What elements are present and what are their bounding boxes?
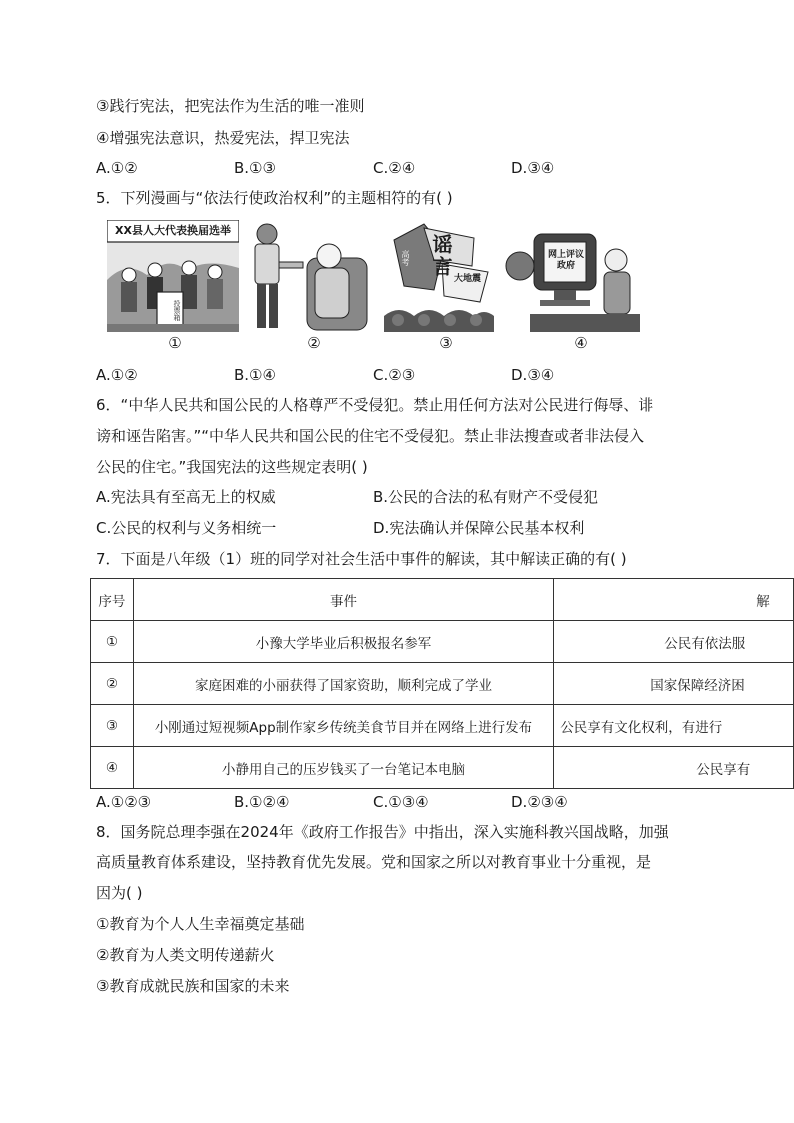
elder-care-illustration <box>245 220 372 332</box>
table-row <box>91 663 794 705</box>
cartoon-caption-1: ① <box>168 334 182 352</box>
row-event: 小静用自己的压岁钱买了一台笔记本电脑 <box>133 747 554 789</box>
cartoon-online-evaluation <box>500 220 640 332</box>
q7-option-d[interactable]: D.②③④ <box>511 793 568 811</box>
rumors-small-text-1: 高考 <box>401 250 410 266</box>
q8-statement-2: ②教育为人类文明传递薪火 <box>96 946 275 964</box>
q7-option-a[interactable]: A.①②③ <box>96 793 152 811</box>
header-event: 事件 <box>133 579 554 621</box>
q5-stem: 5．下列漫画与“依法行使政治权利”的主题相符的有( ) <box>96 189 453 207</box>
row-event: 家庭困难的小丽获得了国家资助，顺利完成了学业 <box>133 663 554 705</box>
q5-option-b[interactable]: B.①④ <box>234 366 276 384</box>
row-event: 小豫大学毕业后积极报名参军 <box>133 621 554 663</box>
header-number: 序号 <box>91 579 134 621</box>
q8-statement-3: ③教育成就民族和国家的未来 <box>96 977 290 995</box>
q6-option-c[interactable]: C.公民的权利与义务相统一 <box>96 519 277 537</box>
q4-option-a[interactable]: A.①② <box>96 159 138 177</box>
table-row <box>91 747 794 789</box>
online-evaluation-screen-text: 网上评议政府 <box>547 250 584 271</box>
q6-stem-line-3: 公民的住宅。”我国宪法的这些规定表明( ) <box>96 458 368 476</box>
q4-statement-4: ④增强宪法意识，热爱宪法，捍卫宪法 <box>96 129 350 147</box>
q7-stem: 7．下面是八年级（1）班的同学对社会生活中事件的解读，其中解读正确的有( ) <box>96 550 627 568</box>
q6-option-d[interactable]: D.宪法确认并保障公民基本权利 <box>373 519 585 537</box>
cartoon-election <box>107 220 239 332</box>
rumors-big-text: 谣言 <box>429 234 453 278</box>
q6-stem-line-1: 6．“中华人民共和国公民的人格尊严不受侵犯。禁止用任何方法对公民进行侮辱、诽 <box>96 396 654 414</box>
q7-option-b[interactable]: B.①②④ <box>234 793 290 811</box>
row-reading: 公民享有文化权利，有进行 <box>554 705 794 747</box>
row-reading: 公民享有 <box>554 747 794 789</box>
ballot-box-label: 投票箱 <box>173 300 181 321</box>
q4-option-c[interactable]: C.②④ <box>373 159 416 177</box>
online-evaluation-illustration <box>500 220 640 332</box>
q5-option-a[interactable]: A.①② <box>96 366 138 384</box>
header-reading: 解 <box>554 579 794 621</box>
q6-option-b[interactable]: B.公民的合法的私有财产不受侵犯 <box>373 488 599 506</box>
cartoon-caption-3: ③ <box>439 334 453 352</box>
q8-stem-line-1: 8．国务院总理李强在2024年《政府工作报告》中指出，深入实施科教兴国战略，加强 <box>96 823 669 841</box>
q5-option-c[interactable]: C.②③ <box>373 366 416 384</box>
row-number: ④ <box>91 747 134 789</box>
q8-stem-line-3: 因为( ) <box>96 884 143 902</box>
table-row <box>91 621 794 663</box>
cartoon-rumors <box>384 220 494 332</box>
q6-option-a[interactable]: A.宪法具有至高无上的权威 <box>96 488 276 506</box>
row-event: 小刚通过短视频App制作家乡传统美食节目并在网络上进行发布 <box>133 705 554 747</box>
cartoon-elder-care <box>245 220 372 332</box>
row-number: ① <box>91 621 134 663</box>
q8-statement-1: ①教育为个人人生幸福奠定基础 <box>96 915 305 933</box>
rumors-small-text-2: 大地震 <box>454 274 482 284</box>
table-row <box>91 705 794 747</box>
q4-option-d[interactable]: D.③④ <box>511 159 555 177</box>
q8-stem-line-2: 高质量教育体系建设，坚持教育优先发展。党和国家之所以对教育事业十分重视，是 <box>96 853 652 871</box>
row-number: ③ <box>91 705 134 747</box>
table-header-row <box>91 579 794 621</box>
q4-statement-3: ③践行宪法，把宪法作为生活的唯一准则 <box>96 97 365 115</box>
row-reading: 公民有依法服 <box>554 621 794 663</box>
q6-stem-line-2: 谤和诬告陷害。”“中华人民共和国公民的住宅不受侵犯。禁止非法搜查或者非法侵入 <box>96 427 645 445</box>
q4-option-b[interactable]: B.①③ <box>234 159 276 177</box>
events-table <box>90 578 794 789</box>
q5-option-d[interactable]: D.③④ <box>511 366 555 384</box>
cartoon-caption-2: ② <box>307 334 321 352</box>
cartoon-caption-4: ④ <box>574 334 588 352</box>
q7-option-c[interactable]: C.①③④ <box>373 793 429 811</box>
election-banner-text: XX县人大代表换届选举 <box>115 224 231 237</box>
row-reading: 国家保障经济困 <box>554 663 794 705</box>
row-number: ② <box>91 663 134 705</box>
